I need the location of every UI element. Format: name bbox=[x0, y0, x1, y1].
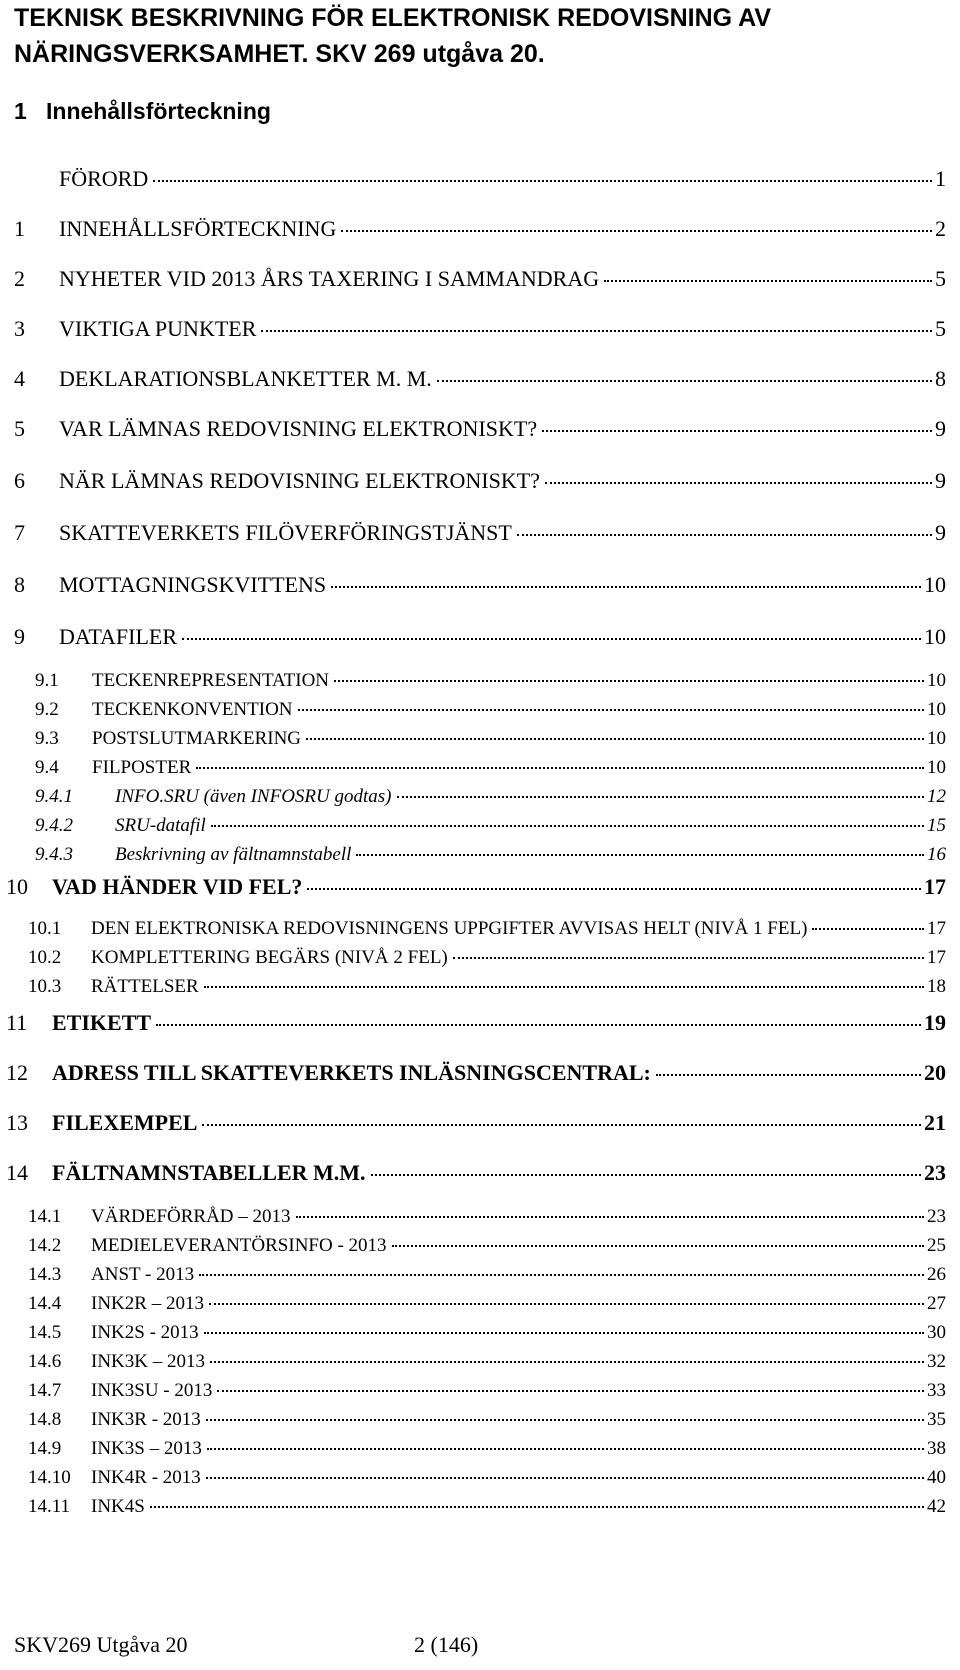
dot-leader bbox=[604, 280, 932, 282]
toc-entry-number: 14.8 bbox=[28, 1409, 62, 1430]
toc-entry[interactable] bbox=[0, 1351, 946, 1373]
toc-entry[interactable] bbox=[0, 1409, 946, 1431]
toc-entry-title: VIKTIGA PUNKTER bbox=[59, 316, 257, 341]
toc-entry-page: 32 bbox=[927, 1351, 946, 1372]
toc-entry[interactable] bbox=[0, 166, 946, 192]
toc-entry-number: 10.1 bbox=[28, 918, 62, 939]
dot-leader bbox=[306, 738, 924, 740]
toc-entry-title: ADRESS TILL SKATTEVERKETS INLÄSNINGSCENTRAL: bbox=[52, 1060, 651, 1085]
toc-entry-number: 14.1 bbox=[28, 1206, 62, 1227]
toc-entry[interactable] bbox=[0, 844, 946, 866]
toc-entry-number: 10 bbox=[6, 874, 28, 899]
toc-entry-page: 40 bbox=[927, 1467, 946, 1488]
toc-entry-page: 10 bbox=[924, 624, 946, 649]
dot-leader bbox=[437, 380, 932, 382]
toc-heading-number: 1 bbox=[14, 98, 27, 124]
toc-entry-page: 9 bbox=[935, 520, 946, 545]
toc-entry[interactable] bbox=[0, 624, 946, 650]
toc-entry-page: 10 bbox=[927, 728, 946, 749]
toc-entry-title: INK3SU - 2013 bbox=[91, 1380, 213, 1401]
toc-entry-number: 2 bbox=[14, 266, 25, 291]
toc-entry-number: 14.6 bbox=[28, 1351, 62, 1372]
toc-entry-title: SKATTEVERKETS FILÖVERFÖRINGSTJÄNST bbox=[59, 520, 512, 545]
header-line-2: NÄRINGSVERKSAMHET. SKV 269 utgåva 20. bbox=[14, 40, 545, 68]
toc-entry[interactable] bbox=[0, 416, 946, 442]
toc-entry[interactable] bbox=[0, 947, 946, 969]
toc-entry-page: 1 bbox=[935, 166, 946, 191]
toc-entry[interactable] bbox=[0, 976, 946, 998]
toc-entry[interactable] bbox=[0, 216, 946, 242]
toc-entry-page: 17 bbox=[924, 874, 946, 899]
toc-entry-title: VAR LÄMNAS REDOVISNING ELEKTRONISKT? bbox=[59, 416, 538, 441]
toc-entry-page: 10 bbox=[927, 757, 946, 778]
toc-entry-title: FILPOSTER bbox=[92, 757, 192, 778]
toc-entry-page: 5 bbox=[935, 266, 946, 291]
toc-entry-page: 10 bbox=[924, 572, 946, 597]
toc-entry-number: 14.4 bbox=[28, 1293, 62, 1314]
footer-doc-id: SKV269 Utgåva 20 bbox=[14, 1632, 188, 1657]
toc-heading-title: Innehållsförteckning bbox=[46, 98, 271, 124]
dot-leader bbox=[545, 482, 932, 484]
toc-entry-page: 9 bbox=[935, 416, 946, 441]
toc-entry-page: 5 bbox=[935, 316, 946, 341]
toc-entry-page: 16 bbox=[927, 844, 946, 865]
dot-leader bbox=[210, 1361, 924, 1363]
dot-leader bbox=[397, 796, 924, 798]
toc-entry-number: 14.10 bbox=[28, 1467, 71, 1488]
toc-entry-page: 17 bbox=[927, 947, 946, 968]
toc-entry-page: 17 bbox=[927, 918, 946, 939]
toc-entry-number: 9.2 bbox=[35, 699, 59, 720]
toc-entry-title: INK4R - 2013 bbox=[91, 1467, 201, 1488]
toc-entry-title: TECKENREPRESENTATION bbox=[92, 670, 330, 691]
dot-leader bbox=[261, 330, 932, 332]
dot-leader bbox=[517, 534, 932, 536]
toc-entry-page: 10 bbox=[927, 670, 946, 691]
toc-entry[interactable] bbox=[0, 1438, 946, 1460]
dot-leader bbox=[202, 1124, 921, 1126]
toc-entry-title: FILEXEMPEL bbox=[52, 1110, 198, 1135]
toc-entry[interactable] bbox=[0, 757, 946, 779]
toc-entry-title: INK2R – 2013 bbox=[91, 1293, 204, 1314]
toc-entry-number: 10.2 bbox=[28, 947, 62, 968]
toc-entry[interactable] bbox=[0, 572, 946, 598]
toc-entry-page: 2 bbox=[935, 216, 946, 241]
toc-entry-page: 20 bbox=[924, 1060, 946, 1085]
toc-entry[interactable] bbox=[0, 728, 946, 750]
toc-entry-number: 11 bbox=[6, 1010, 28, 1035]
toc-entry-number: 5 bbox=[14, 416, 25, 441]
toc-entry-page: 21 bbox=[924, 1110, 946, 1135]
footer-page-number: 2 (146) bbox=[414, 1632, 479, 1657]
dot-leader bbox=[392, 1245, 924, 1247]
toc-entry-title: INK2S - 2013 bbox=[91, 1322, 199, 1343]
toc-entry-title: NÄR LÄMNAS REDOVISNING ELEKTRONISKT? bbox=[59, 468, 540, 493]
dot-leader bbox=[199, 1274, 924, 1276]
toc-entry-number: 7 bbox=[14, 520, 25, 545]
toc-entry-title: INFO.SRU (även INFOSRU godtas) bbox=[115, 786, 392, 807]
toc-entry-number: 14 bbox=[6, 1160, 28, 1185]
toc-entry[interactable] bbox=[0, 1235, 946, 1257]
dot-leader bbox=[331, 586, 921, 588]
dot-leader bbox=[656, 1074, 921, 1076]
toc-entry[interactable] bbox=[0, 815, 946, 837]
toc-entry[interactable] bbox=[0, 786, 946, 808]
toc-entry-number: 9.1 bbox=[35, 670, 59, 691]
dot-leader bbox=[150, 1506, 924, 1508]
dot-leader bbox=[206, 1477, 924, 1479]
toc-entry[interactable] bbox=[0, 670, 946, 692]
toc-entry-number: 14.7 bbox=[28, 1380, 62, 1401]
toc-entry-title: FÄLTNAMNSTABELLER M.M. bbox=[52, 1160, 366, 1185]
toc-entry[interactable] bbox=[0, 1380, 946, 1402]
toc-entry-title: ETIKETT bbox=[52, 1010, 152, 1035]
toc-entry-title: FÖRORD bbox=[59, 166, 149, 191]
toc-entry-title: Beskrivning av fältnamnstabell bbox=[115, 844, 352, 865]
toc-entry-page: 15 bbox=[927, 815, 946, 836]
toc-entry-page: 25 bbox=[927, 1235, 946, 1256]
toc-entry[interactable] bbox=[0, 1322, 946, 1344]
toc-entry-page: 9 bbox=[935, 468, 946, 493]
toc-entry[interactable] bbox=[0, 1206, 946, 1228]
dot-leader bbox=[209, 1303, 924, 1305]
toc-entry-number: 14.11 bbox=[28, 1496, 71, 1517]
toc-entry-page: 38 bbox=[927, 1438, 946, 1459]
toc-entry-title: NYHETER VID 2013 ÅRS TAXERING I SAMMANDRAG bbox=[59, 266, 600, 291]
toc-entry-number: 4 bbox=[14, 366, 25, 391]
toc-entry-number: 14.5 bbox=[28, 1322, 62, 1343]
dot-leader bbox=[453, 957, 924, 959]
toc-entry-page: 8 bbox=[935, 366, 946, 391]
header-line-1: TEKNISK BESKRIVNING FÖR ELEKTRONISK REDOVISNING AV bbox=[14, 4, 772, 32]
toc-entry-title: INNEHÅLLSFÖRTECKNING bbox=[59, 216, 337, 241]
toc-entry-number: 12 bbox=[6, 1060, 28, 1085]
toc-entry-title: ANST - 2013 bbox=[91, 1264, 195, 1285]
toc-entry-title: TECKENKONVENTION bbox=[92, 699, 293, 720]
toc-entry[interactable] bbox=[0, 468, 946, 494]
toc-entry-page: 33 bbox=[927, 1380, 946, 1401]
dot-leader bbox=[307, 888, 921, 890]
dot-leader bbox=[542, 430, 932, 432]
toc-entry-page: 23 bbox=[924, 1160, 946, 1185]
dot-leader bbox=[298, 709, 924, 711]
dot-leader bbox=[204, 986, 924, 988]
toc-entry[interactable] bbox=[0, 1293, 946, 1315]
toc-entry-number: 14.3 bbox=[28, 1264, 62, 1285]
toc-entry-title: SRU-datafil bbox=[115, 815, 206, 836]
toc-entry[interactable] bbox=[0, 1110, 946, 1136]
toc-entry-number: 9.3 bbox=[35, 728, 59, 749]
toc-entry-title: INK3R - 2013 bbox=[91, 1409, 201, 1430]
toc-entry-title: DEKLARATIONSBLANKETTER M. M. bbox=[59, 366, 432, 391]
toc-entry-number: 9 bbox=[14, 624, 25, 649]
toc-entry-page: 30 bbox=[927, 1322, 946, 1343]
toc-entry[interactable] bbox=[0, 699, 946, 721]
toc-entry[interactable] bbox=[0, 266, 946, 292]
toc-entry-number: 14.2 bbox=[28, 1235, 62, 1256]
toc-entry[interactable] bbox=[0, 1160, 946, 1186]
toc-entry-title: INK3K – 2013 bbox=[91, 1351, 205, 1372]
toc-entry-number: 9.4.3 bbox=[35, 844, 73, 865]
toc-entry-page: 19 bbox=[924, 1010, 946, 1035]
toc-entry-page: 35 bbox=[927, 1409, 946, 1430]
toc-entry-number: 1 bbox=[14, 216, 25, 241]
toc-entry-title: DATAFILER bbox=[59, 624, 178, 649]
toc-entry-number: 3 bbox=[14, 316, 25, 341]
toc-entry-title: VAD HÄNDER VID FEL? bbox=[52, 874, 303, 899]
dot-leader bbox=[334, 680, 924, 682]
toc-entry-number: 13 bbox=[6, 1110, 28, 1135]
toc-entry-title: MOTTAGNINGSKVITTENS bbox=[59, 572, 327, 597]
toc-entry-title: INK3S – 2013 bbox=[91, 1438, 202, 1459]
toc-entry-page: 27 bbox=[927, 1293, 946, 1314]
toc-entry-page: 42 bbox=[927, 1496, 946, 1517]
toc-entry-page: 18 bbox=[927, 976, 946, 997]
toc-entry-number: 10.3 bbox=[28, 976, 62, 997]
toc-entry-title: INK4S bbox=[91, 1496, 145, 1517]
toc-entry-number: 14.9 bbox=[28, 1438, 62, 1459]
toc-entry-number: 6 bbox=[14, 468, 25, 493]
dot-leader bbox=[206, 1419, 924, 1421]
dot-leader bbox=[207, 1448, 924, 1450]
toc-entry[interactable] bbox=[0, 316, 946, 342]
dot-leader bbox=[217, 1390, 924, 1392]
dot-leader bbox=[812, 928, 924, 930]
dot-leader bbox=[196, 767, 924, 769]
dot-leader bbox=[371, 1174, 921, 1176]
toc-entry-title: VÄRDEFÖRRÅD – 2013 bbox=[91, 1206, 291, 1227]
toc-entry-number: 9.4.1 bbox=[35, 786, 73, 807]
toc-entry[interactable] bbox=[0, 1060, 946, 1086]
toc-entry-number: 9.4.2 bbox=[35, 815, 73, 836]
toc-entry-title: POSTSLUTMARKERING bbox=[92, 728, 302, 749]
dot-leader bbox=[182, 638, 921, 640]
dot-leader bbox=[356, 854, 924, 856]
dot-leader bbox=[204, 1332, 924, 1334]
toc-entry-title: DEN ELEKTRONISKA REDOVISNINGENS UPPGIFTER AVVISAS HELT (NIVÅ 1 FEL) bbox=[91, 918, 808, 939]
toc-entry[interactable] bbox=[0, 1467, 946, 1489]
toc-entry-page: 10 bbox=[927, 699, 946, 720]
toc-entry-number: 8 bbox=[14, 572, 25, 597]
toc-entry[interactable] bbox=[0, 1010, 946, 1036]
toc-entry[interactable] bbox=[0, 366, 946, 392]
toc-entry-number: 9.4 bbox=[35, 757, 59, 778]
toc-entry-title: KOMPLETTERING BEGÄRS (NIVÅ 2 FEL) bbox=[91, 947, 448, 968]
toc-entry[interactable] bbox=[0, 520, 946, 546]
toc-entry[interactable] bbox=[0, 918, 946, 940]
toc-entry-title: MEDIELEVERANTÖRSINFO - 2013 bbox=[91, 1235, 387, 1256]
toc-entry-title: RÄTTELSER bbox=[91, 976, 199, 997]
toc-entry[interactable] bbox=[0, 1264, 946, 1286]
dot-leader bbox=[153, 180, 932, 182]
toc-entry-page: 23 bbox=[927, 1206, 946, 1227]
dot-leader bbox=[156, 1024, 921, 1026]
toc-entry[interactable] bbox=[0, 1496, 946, 1518]
toc-entry-page: 26 bbox=[927, 1264, 946, 1285]
toc-entry[interactable] bbox=[0, 874, 946, 900]
toc-entry-page: 12 bbox=[927, 786, 946, 807]
dot-leader bbox=[296, 1216, 924, 1218]
dot-leader bbox=[211, 825, 924, 827]
dot-leader bbox=[341, 230, 932, 232]
